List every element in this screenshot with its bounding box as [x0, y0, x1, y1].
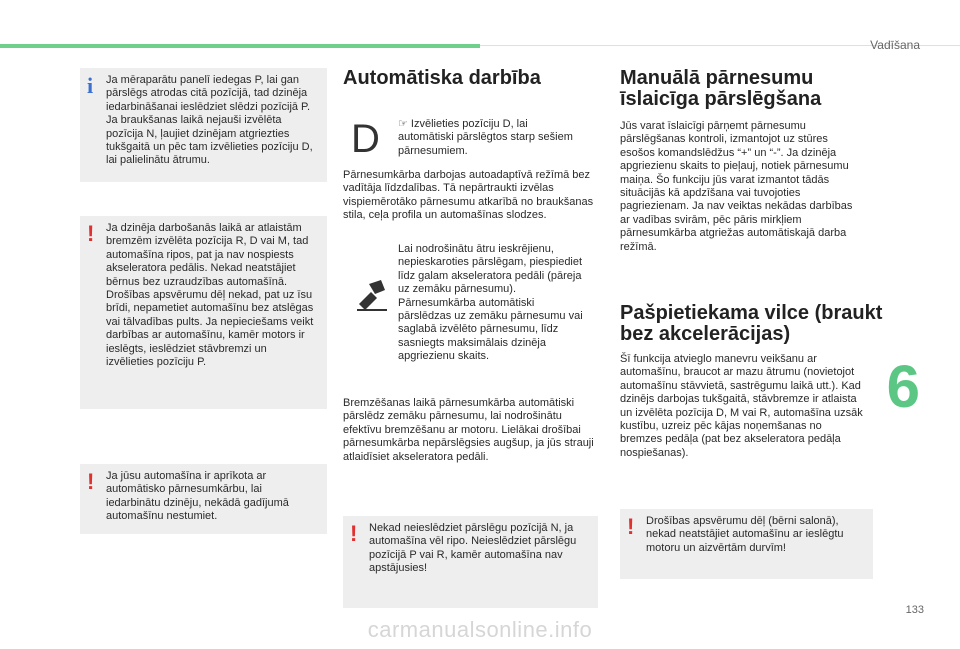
- gear-d-text: ☞ Izvēlieties pozīciju D, lai automātiski pārslēgtos starp sešiem pārnesumiem.: [398, 118, 573, 157]
- warning-note: [620, 509, 873, 579]
- gear-d-letter: D: [351, 117, 380, 161]
- page-number: 133: [905, 604, 924, 616]
- warning-note-text: Nekad neieslēdziet pārslēgu pozīcijā N, ja automašīna vēl ripo. Neieslēdziet pārslēgu pozīcijā P vai R, kamēr automašīna nav apstājusies!: [369, 522, 577, 575]
- paragraph: Bremzēšanas laikā pārnesumkārba automātiski pārslēdz zemāku pārnesumu, lai nodrošinātu efektīvu bremzēšanu ar motoru. Lielākai drošībai pārnesumkārba nepārslēgsies augšup, ja jūs strauji atlaidīsiet akseleratora pedāli.: [343, 397, 594, 463]
- paragraph: Jūs varat īslaicīgi pārņemt pārnesumu pārslēgšanas kontroli, izmantojot uz stūres esošos komandslēdžus “+” un “-”. Ja dzinēja apgriezienu skaits to pieļauj, notiek pārnesumu maiņa. Šo funkciju jūs varat izmantot tādās situācijās kā apdzīšana vai tuvojoties pagriezienam. Ja nav veiktas nekādas darbības ar vadības svirām, pēc pāris mirkļiem pārnesumkārba atgriežas automātiskajā darba režīmā.: [620, 120, 853, 253]
- section-title: Vadīšana: [870, 38, 920, 52]
- section-heading: Automātiska darbība: [343, 67, 541, 89]
- header-accent-bar: [0, 44, 480, 48]
- warning-note: [80, 464, 327, 534]
- foot-pedal-icon: [353, 276, 389, 312]
- info-note-text: Ja mēraparātu panelī iedegas P, lai gan pārslēgs atrodas citā pozīcijā, tad dzinēja iedarbināšanai ieslēdziet slēdzi pozīcijā P. Ja braukšanas laikā nejauši izvēlēta pozīcija N, ļaujiet dzinējam atgriezties tukšgaitā un pēc tam izvēlieties pozīciju D, lai palielinātu ātrumu.: [106, 74, 313, 167]
- warning-note-text: Ja dzinēja darbošanās laikā ar atlaistām bremzēm izvēlēta pozīcija R, D vai M, tad automašīna ripos, pat ja nav nospiests akseleratora pedālis. Nekad neatstājiet bērnus bez uzraudzības automašīnā. Drošības apsvērumu dēļ nekad, pat uz īsu brīdi, nepametiet automašīnu bez atslēgas vai tālvadības pults. Ja nepieciešams veikt darbības ar automašīnu, kamēr motors ir ieslēgts, ieslēdziet stāvbremzi un izvēlieties pozīciju P.: [106, 222, 314, 369]
- warning-note: [80, 216, 327, 409]
- warning-icon: !: [87, 221, 95, 246]
- paragraph: Lai nodrošinātu ātru ieskrējienu, nepieskaroties pārslēgam, piespiediet līdz galam akseleratora pedāli (pāreja uz zemāku pārnesumu). Pārnesumkārba automātiski pārslēdzas uz zemāku pārnesumu vai saglabā izvēlēto pārnesumu, līdz sasniegts maksimālais dzinēja apgriezienu skaits.: [398, 243, 583, 363]
- warning-icon: !: [87, 469, 95, 494]
- section-heading: Pašpietiekama vilce (braukt bez akcelerācijas): [620, 302, 883, 345]
- paragraph: Šī funkcija atvieglo manevru veikšanu ar automašīnu, braucot ar mazu ātrumu (novietojot automašīnu stāvvietā, sastrēgumu laikā utt.). Kad dzinējs darbojas tukšgaitā, stāvbremze ir atlaista un izvēlēta pozīcija D, M vai R, automašīna uzsāk kustību, uzreiz pēc kājas noņemšanas no bremzes pedāļa (pat bez akseleratora pedāļa nospiešanas).: [620, 353, 863, 459]
- warning-note: [343, 516, 598, 608]
- paragraph: Pārnesumkārba darbojas autoadaptīvā režīmā bez vadītāja līdzdalības. Tā nepārtraukti izvēlas vispiemērotāko pārnesumu atkarībā no braukšanas stila, ceļa profila un automašīnas slodzes.: [343, 169, 594, 222]
- watermark: carmanualsonline.info: [367, 617, 593, 642]
- info-icon: i: [87, 73, 94, 98]
- warning-note-text: Ja jūsu automašīna ir aprīkota ar automātisko pārnesumkārbu, lai iedarbinātu dzinēju, nekādā gadījumā automašīnu nestumiet.: [106, 470, 289, 523]
- section-heading: Manuālā pārnesumu īslaicīga pārslēgšana: [620, 67, 822, 110]
- chapter-number: 6: [886, 353, 920, 420]
- warning-note-text: Drošības apsvērumu dēļ (bērni salonā), nekad neatstājiet automašīnu ar ieslēgtu motoru un aizvērtām durvīm!: [646, 515, 844, 554]
- warning-icon: !: [627, 514, 635, 539]
- pointer-icon: ☞: [398, 118, 411, 130]
- info-note: [80, 68, 327, 182]
- warning-icon: !: [350, 521, 358, 546]
